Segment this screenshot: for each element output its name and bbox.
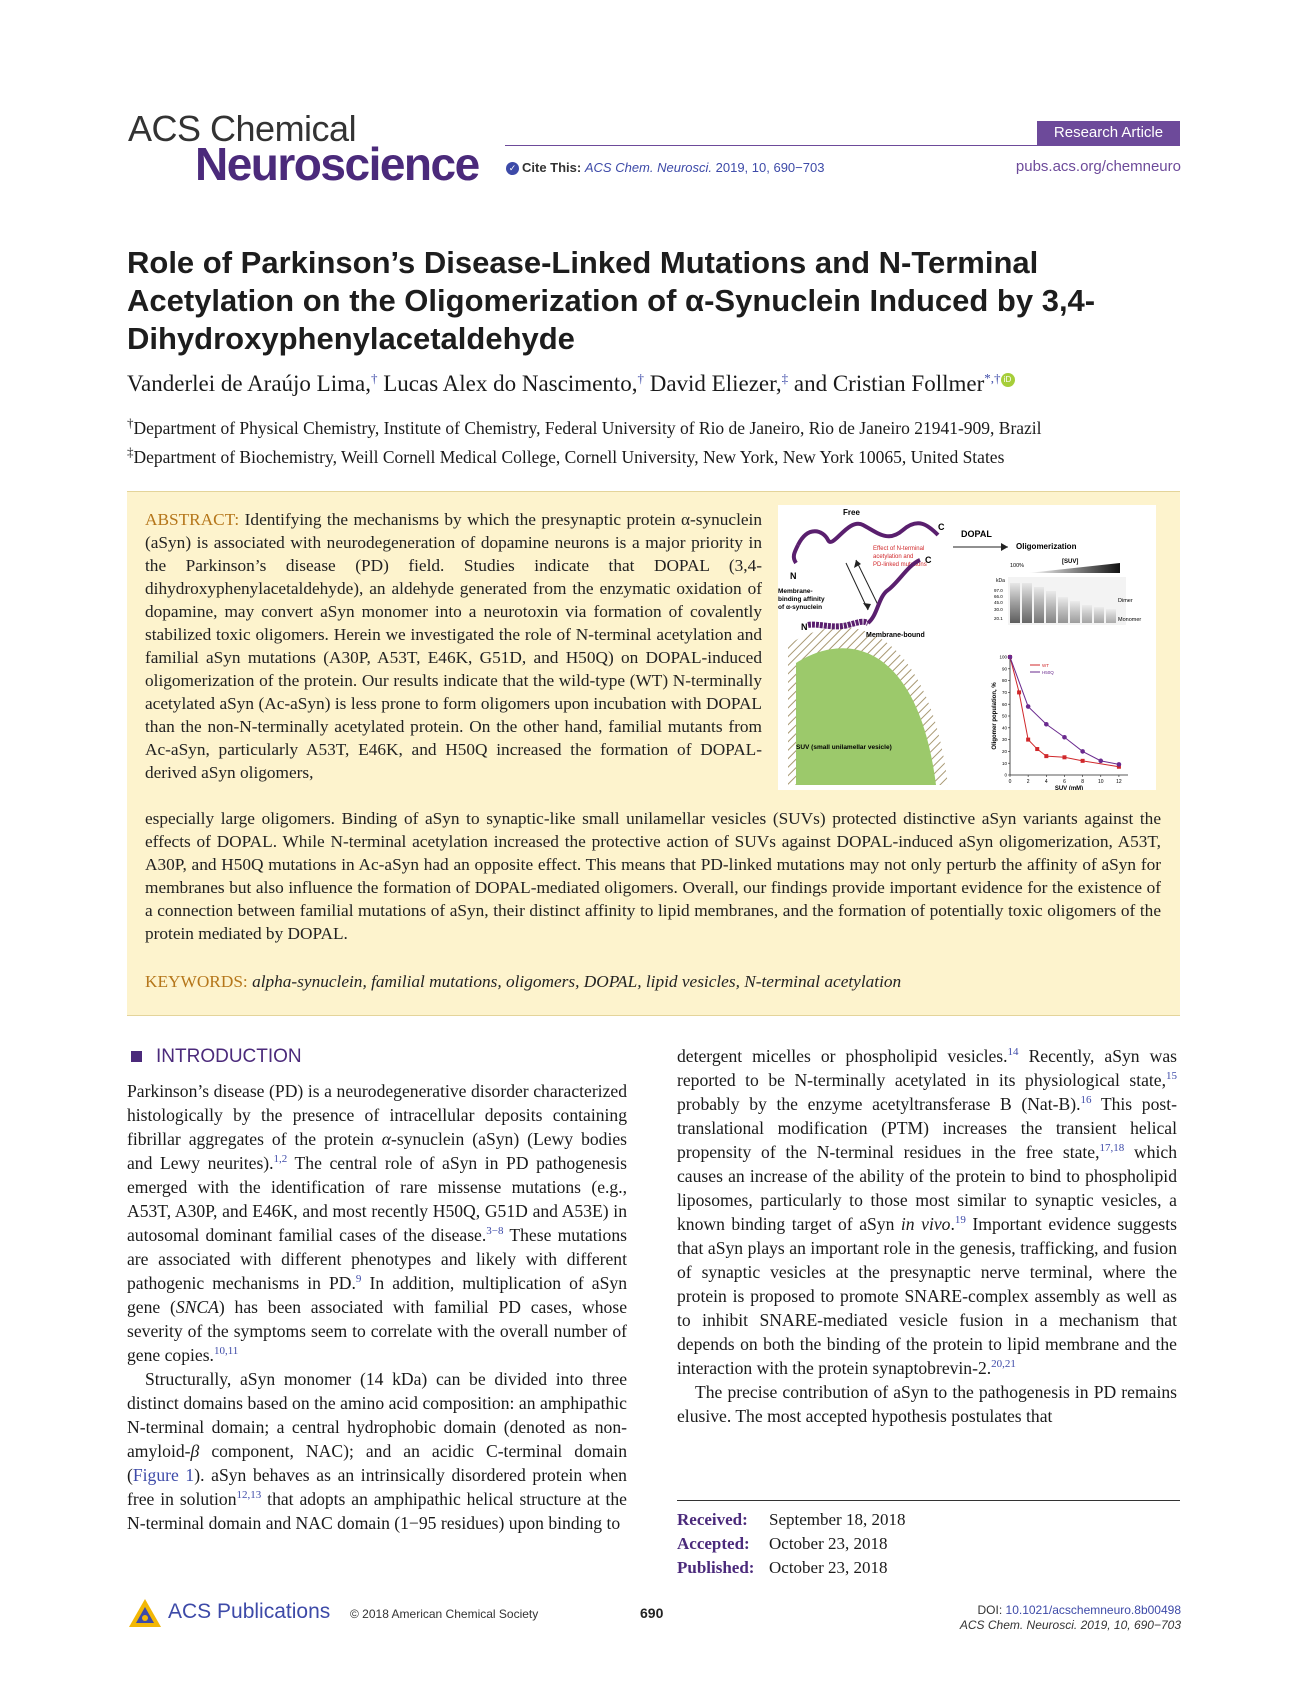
article-type-badge: Research Article <box>1037 121 1180 145</box>
affiliation-text: Department of Biochemistry, Weill Cornell Medical College, Cornell University, New York, New York 10065, United States <box>133 447 1005 467</box>
page-number: 690 <box>640 1605 664 1621</box>
footer-copyright: © 2018 American Chemical Society <box>350 1607 539 1621</box>
y-axis-label: Oligomer population, % <box>992 682 998 750</box>
y-tick-label: 50 <box>1001 713 1007 719</box>
author-affil-mark: † <box>637 370 644 386</box>
y-tick-label: 10 <box>1001 760 1007 766</box>
affiliation-mark: † <box>127 415 134 431</box>
footer-citation: ACS Chem. Neurosci. 2019, 10, 690−703 <box>959 1618 1181 1632</box>
data-point <box>1062 755 1066 759</box>
journal-name-line1: ACS Chemical <box>128 108 357 149</box>
y-tick-label: 20 <box>1001 749 1007 754</box>
x-tick-label: 10 <box>1097 779 1104 785</box>
gel-lane <box>1070 601 1080 623</box>
accepted-date: October 23, 2018 <box>769 1534 888 1553</box>
publication-dates <box>677 1508 905 1580</box>
reference-link[interactable]: 16 <box>1080 1094 1092 1107</box>
y-tick-label: 40 <box>1001 725 1007 731</box>
vesicle-core <box>796 648 936 785</box>
y-tick-label: 70 <box>1001 690 1007 695</box>
membrane-bound-label: Membrane-bound <box>866 632 925 639</box>
y-tick-label: 80 <box>1001 678 1007 684</box>
gel-lane <box>1082 605 1092 623</box>
x-axis-label: SUV (mM) <box>1054 786 1084 790</box>
data-point <box>1017 690 1021 694</box>
published-row <box>677 1556 905 1580</box>
gel-marker: 45.0 <box>994 600 1003 605</box>
keywords-label: KEYWORDS: <box>145 972 248 991</box>
effect-label-1: Effect of N-terminal <box>873 546 925 552</box>
abstract-body-part1: Identifying the mechanisms by which the presynaptic protein α-synuclein (aSyn) is associated with neurodegeneration of dopamine neurons is a major priority in the Parkinson’s disease (PD) field. Studies indicate that DOPAL (3,4-dihydroxyphenylacetaldehyde), an aldehyde generated from the enzymatic oxidation of dopamine, may convert aSyn monomer into a neurotoxin via formation of covalently stabilized toxic oligomers. Herein we investigated the role of N-terminal acetylation and familial aSyn mutations (A30P, A53T, E46K, G51D, and H50Q) on DOPAL-induced oligomerization of the protein. Our results indicate that the wild-type (WT) N-terminally acetylated aSyn (Ac-aSyn) is less prone to form oligomers upon incubation with DOPAL than the non-N-terminally acetylated protein. On the other hand, familial mutants from Ac-aSyn, particularly A53T, E46K, and H50Q increased the formation of DOPAL-derived aSyn oligomers, <box>145 510 762 782</box>
data-point <box>1044 754 1048 758</box>
reference-link[interactable]: 9 <box>355 1273 362 1286</box>
reference-link[interactable]: 10,11 <box>213 1345 239 1358</box>
reference-link[interactable]: 15 <box>1166 1070 1177 1083</box>
abstract-body-part2: especially large oligomers. Binding of aSyn to synaptic-like small unilamellar vesicles (SUVs) protected distinctive aSyn variants against the effects of DOPAL. While N-terminal acetylation increased the protective action of SUVs against DOPAL-induced aSyn oligomerization, A53T, A30P, and H50Q mutations in Ac-aSyn had an opposite effect. This means that PD-linked mutations may not only perturb the affinity of aSyn for membranes but also influence the formation of DOPAL-mediated oligomers. Overall, our findings provide important evidence for the existence of a connection between familial mutations of aSyn, their distinct affinity to lipid membranes, and the formation of potentially toxic oligomers of the protein mediated by DOPAL. <box>145 809 1161 943</box>
affiliation <box>127 444 1187 468</box>
gel-suv: [SUV] <box>1062 559 1079 565</box>
data-point <box>1026 738 1030 742</box>
reference-link[interactable]: 3−8 <box>486 1225 504 1238</box>
author-list <box>127 371 1187 397</box>
author-name[interactable]: David Eliezer, <box>649 371 782 396</box>
reference-link[interactable]: 19 <box>954 1214 966 1227</box>
doi-link[interactable]: 10.1021/acschemneuro.8b00498 <box>1005 1603 1181 1617</box>
reference-link[interactable]: 14 <box>1007 1046 1019 1059</box>
monomer-label: Monomer <box>1118 617 1142 623</box>
acs-logo-icon[interactable] <box>127 1596 163 1632</box>
cite-journal-link[interactable]: ACS Chem. Neurosci. <box>584 160 713 175</box>
journal-name-line2: Neuroscience <box>195 138 479 190</box>
gel-kda: kDa <box>996 578 1005 584</box>
y-tick-label: 90 <box>1001 666 1007 672</box>
intro-column-right <box>677 1044 1177 1428</box>
cite-year[interactable]: 2019, 10, 690−703 <box>715 160 825 175</box>
c-terminus-top: C <box>938 522 945 532</box>
suv-label: SUV (small unilamellar vesicle) <box>796 744 892 751</box>
gel-lane <box>1058 597 1068 623</box>
received-label: Received: <box>677 1510 748 1529</box>
reference-link[interactable]: 20,21 <box>991 1358 1016 1371</box>
free-label: Free <box>843 508 860 517</box>
mem-affinity-3: of α-synuclein <box>778 604 823 611</box>
orcid-icon[interactable]: iD <box>1001 373 1015 387</box>
gel-marker: 66.0 <box>994 594 1003 599</box>
accepted-row <box>677 1532 905 1556</box>
published-label: Published: <box>677 1558 755 1577</box>
mem-affinity-2: binding affinity <box>778 596 825 603</box>
journal-url-link[interactable]: pubs.acs.org/chemneuro <box>1015 158 1181 175</box>
y-tick-label: 100 <box>999 654 1007 660</box>
gel-lane <box>1010 583 1020 623</box>
gel-marker: 30.0 <box>994 607 1003 612</box>
free-protein-chain <box>798 523 938 545</box>
data-point <box>1098 759 1103 764</box>
dimer-label: Dimer <box>1118 598 1133 604</box>
data-point <box>1044 722 1049 727</box>
y-tick-label: 60 <box>1001 701 1007 707</box>
intro-heading <box>131 1046 302 1068</box>
article-title: Role of Parkinson’s Disease-Linked Mutations and N-Terminal Acetylation on the Oligomerization of α-Synuclein Induced by 3,4-Dihydroxyphenylacetaldehyde <box>127 245 1096 356</box>
c-terminus-bound: C <box>925 555 932 565</box>
intro-paragraph: detergent micelles or phospholipid vesicles.$^{14}$ Recently, aSyn was reported to be N-terminally acetylated in its physiological state,$^{15}$ probably by the enzyme acetyltransferase B (Nat-B).$^{16}$ This post-translational modification (PTM) increases the transient helical propensity of the N-terminal residues in the free state,$^{17,18}$ which causes an increase of the ability of the protein to bind to phospholipid liposomes, particularly to those most similar to synaptic vesicles, a known binding target of aSyn in vivo.$^{19}$ Important evidence suggests that aSyn plays an important role in the genesis, trafficking, and fusion of synaptic vesicles at the presynaptic nerve terminal, where the protein is proposed to promote SNARE-complex assembly as well as to inhibit SNARE-mediated vesicle fusion in a mechanism that depends on both the binding of the protein to lipid membrane and the interaction with the protein synaptobrevin-2.$^{20,21}$ <box>677 1046 1177 1378</box>
mem-affinity-1: Membrane- <box>778 588 813 595</box>
legend-label: H50Q <box>1042 669 1054 675</box>
figure-link[interactable]: Figure 1 <box>132 1465 195 1485</box>
gel-lane <box>1046 591 1056 623</box>
received-row <box>677 1508 905 1532</box>
x-tick-label: 0 <box>1008 779 1012 785</box>
data-point <box>1062 735 1067 740</box>
footer-doi-block <box>960 1603 1181 1633</box>
intro-paragraph: Parkinson’s disease (PD) is a neurodegenerative disorder characterized histologically by the presence of intracellular deposits containing fibrillar aggregates of the protein α-synuclein (aSyn) (Lewy bodies and Lewy neurites).$^{1,2}$ The central role of aSyn in PD pathogenesis emerged with the identification of rare missense mutations (e.g., A53T, A30P, and E46K, and most recently H50Q, G51D and A53E) in autosomal dominant familial cases of the disease.$^{3-8}$ These mutations are associated with different phenotypes and likely with different pathogenic mechanisms in PD.$^9$ In addition, multiplication of aSyn gene (SNCA) has been associated with familial PD cases, whose severity of the symptoms seem to correlate with the overall number of gene copies.$^{10,11}$ <box>127 1081 628 1365</box>
keywords-value: alpha-synuclein, familial mutations, oligomers, DOPAL, lipid vesicles, N-terminal acetylation <box>252 972 902 991</box>
gel-lane <box>1106 609 1116 623</box>
received-date: September 18, 2018 <box>769 1510 906 1529</box>
data-point <box>1117 762 1122 767</box>
x-tick-label: 8 <box>1081 779 1085 785</box>
header-rule <box>505 145 1180 146</box>
abstract-label: ABSTRACT: <box>145 510 240 529</box>
gel-marker: 20.1 <box>994 616 1003 621</box>
check-icon: ✓ <box>506 162 519 175</box>
intro-heading-text: INTRODUCTION <box>156 1046 302 1067</box>
x-tick-label: 6 <box>1063 779 1066 785</box>
bound-protein-tail <box>868 560 920 623</box>
data-point <box>1081 759 1085 763</box>
abstract-text-part1 <box>145 508 762 784</box>
data-point <box>1008 655 1013 660</box>
x-tick-label: 4 <box>1044 779 1048 785</box>
cite-this-line <box>506 160 824 175</box>
toc-graphic <box>778 505 1156 790</box>
effect-label-2: acetylation and <box>873 554 914 560</box>
gel-lane <box>1034 587 1044 623</box>
series-line <box>1010 657 1119 764</box>
author-affil-mark: *,† <box>984 370 1001 386</box>
toc-graphic-svg <box>778 505 1156 790</box>
dates-rule <box>677 1500 1180 1501</box>
section-square-icon <box>131 1051 142 1062</box>
gel-lane <box>1094 607 1104 623</box>
accepted-label: Accepted: <box>677 1534 750 1553</box>
author-affil-mark: † <box>370 370 378 386</box>
n-terminus-bound: N <box>801 622 808 632</box>
cite-label: Cite This: <box>522 160 582 175</box>
x-tick-label: 12 <box>1116 779 1122 785</box>
y-tick-label: 0 <box>1004 772 1007 778</box>
legend-label: WT <box>1042 662 1049 668</box>
oligomer-chart <box>992 655 1128 790</box>
oligomerization-label: Oligomerization <box>1016 542 1077 551</box>
y-tick-label: 30 <box>1001 737 1007 743</box>
author-name[interactable]: Vanderlei de Araújo Lima, <box>127 371 371 396</box>
gel-lane <box>1022 583 1032 623</box>
dopal-arrowhead <box>1001 543 1008 551</box>
intro-column-left <box>127 1079 627 1535</box>
x-tick-label: 2 <box>1026 779 1030 785</box>
doi-label: DOI: <box>977 1603 1003 1617</box>
dopal-label: DOPAL <box>961 529 992 539</box>
data-point <box>1035 747 1039 751</box>
binding-arrow-down <box>846 563 868 610</box>
bound-helix <box>808 622 868 627</box>
footer-brand[interactable]: ACS Publications <box>168 1600 331 1623</box>
release-arrowhead <box>854 560 861 568</box>
keywords <box>145 972 1161 992</box>
intro-paragraph: Structurally, aSyn monomer (14 kDa) can be divided into three distinct domains based on the amino acid composition: an amphipathic N-terminal domain; a central hydrophobic domain (denoted as non-amyloid-β component, NAC); and an acidic C-terminal domain (Figure 1). aSyn behaves as an intrinsically disordered protein when free in solution$^{12,13}$ that adopts an amphipathic helical structure at the N-terminal domain and NAC domain (1−95 residues) upon binding to <box>127 1369 627 1533</box>
data-point <box>1080 749 1085 754</box>
affiliation <box>127 415 1187 439</box>
author-name[interactable]: Lucas Alex do Nascimento, <box>383 371 638 396</box>
n-terminus-top: N <box>790 571 797 581</box>
gel-marker: 97.0 <box>994 588 1003 593</box>
author-name[interactable]: Cristian Follmer <box>832 371 985 396</box>
published-date: October 23, 2018 <box>769 1558 888 1577</box>
author-affil-mark: ‡ <box>781 370 789 386</box>
reference-link[interactable]: 17,18 <box>1099 1142 1125 1155</box>
series-line <box>1010 657 1119 767</box>
affiliation-text: Department of Physical Chemistry, Institute of Chemistry, Federal University of Rio de Janeiro, Rio de Janeiro 21941-909, Brazil <box>133 418 1042 438</box>
reference-link[interactable]: 12,13 <box>236 1489 262 1502</box>
author-and: and <box>793 371 828 396</box>
effect-label-3: PD-linked mutations <box>873 562 927 568</box>
gel-pct: 100% <box>1010 563 1025 569</box>
reference-link[interactable]: 1,2 <box>273 1153 288 1166</box>
free-protein-tail <box>794 545 798 563</box>
intro-paragraph: The precise contribution of aSyn to the pathogenesis in PD remains elusive. The most accepted hypothesis postulates that <box>677 1382 1177 1426</box>
affiliation-mark: ‡ <box>127 444 134 460</box>
data-point <box>1026 704 1031 709</box>
